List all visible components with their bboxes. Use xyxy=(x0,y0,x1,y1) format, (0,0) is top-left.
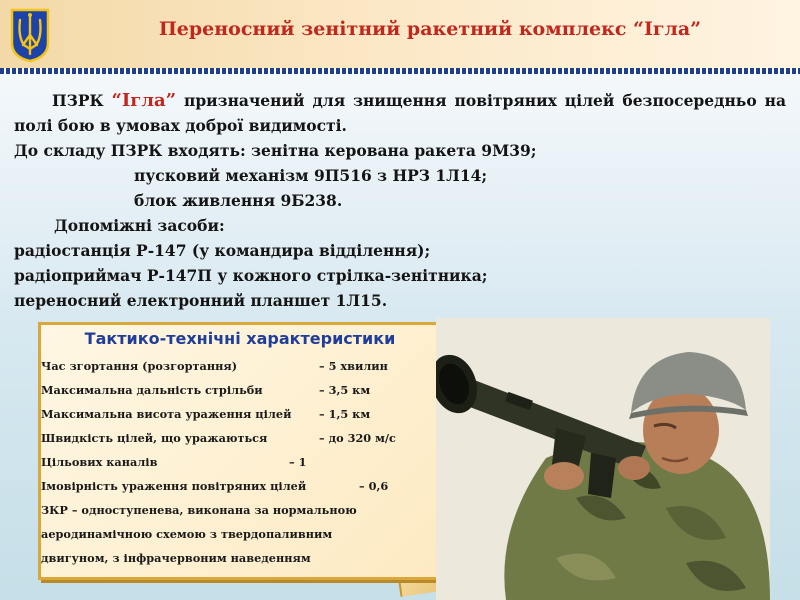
spec-value: – 1,5 км xyxy=(319,407,371,421)
specs-panel-title: Тактико-технічні характеристики xyxy=(84,329,396,348)
spec-label: Час згортання (розгортання) xyxy=(41,359,238,373)
intro-rest: призначений для знищення повітряних цілей безпосередньо на полі бою в умовах доброї видимості. xyxy=(14,91,786,135)
intro-line-composition: До складу ПЗРК входять: зенітна керована ракета 9М39; xyxy=(14,141,537,160)
spec-label: ЗКР – одноступенева, виконана за нормальною xyxy=(41,503,357,517)
intro-line-auxiliary: Допоміжні засоби: xyxy=(54,216,225,235)
spec-label: Максимальна висота ураження цілей xyxy=(41,407,292,421)
photo-illustration xyxy=(436,318,770,600)
intro-highlight: “Ігла” xyxy=(111,90,177,111)
intro-line-radio: радіостанція Р-147 (у командира відділення); xyxy=(14,241,431,260)
intro-line-receiver: радіоприймач Р-147П у кожного стрілка-зенітника; xyxy=(14,266,488,285)
spec-value: – 5 хвилин xyxy=(319,359,388,373)
spec-value: – до 320 м/с xyxy=(319,431,396,445)
spec-label: двигуном, з інфрачервоним наведенням xyxy=(41,551,311,565)
spec-value: – 3,5 км xyxy=(319,383,371,397)
intro-text xyxy=(14,88,786,313)
intro-line-tablet: переносний електронний планшет 1Л15. xyxy=(14,291,388,310)
spec-label: Швидкість цілей, що уражаються xyxy=(41,431,268,445)
trident-emblem-icon xyxy=(9,7,51,63)
spec-label: Максимальна дальність стрільби xyxy=(41,383,263,397)
intro-line-launcher: пусковий механізм 9П516 з НРЗ 1Л14; xyxy=(134,166,488,185)
spec-label: аеродинамічною схемою з твердопаливним xyxy=(41,527,333,541)
header-divider xyxy=(0,68,800,74)
page-title: Переносний зенітний ракетний комплекс “Ігла” xyxy=(158,18,702,40)
intro-line-battery: блок живлення 9Б238. xyxy=(134,191,343,210)
intro-paragraph xyxy=(14,88,786,138)
specs-panel xyxy=(38,322,442,580)
intro-prefix: ПЗРК xyxy=(52,91,104,110)
spec-value: – 0,6 xyxy=(359,479,389,493)
soldier-with-missile-photo xyxy=(436,318,770,600)
spec-label: Імовірність ураження повітряних цілей xyxy=(41,479,307,493)
spec-value: – 1 xyxy=(289,455,307,469)
spec-label: Цільових каналів xyxy=(41,455,158,469)
